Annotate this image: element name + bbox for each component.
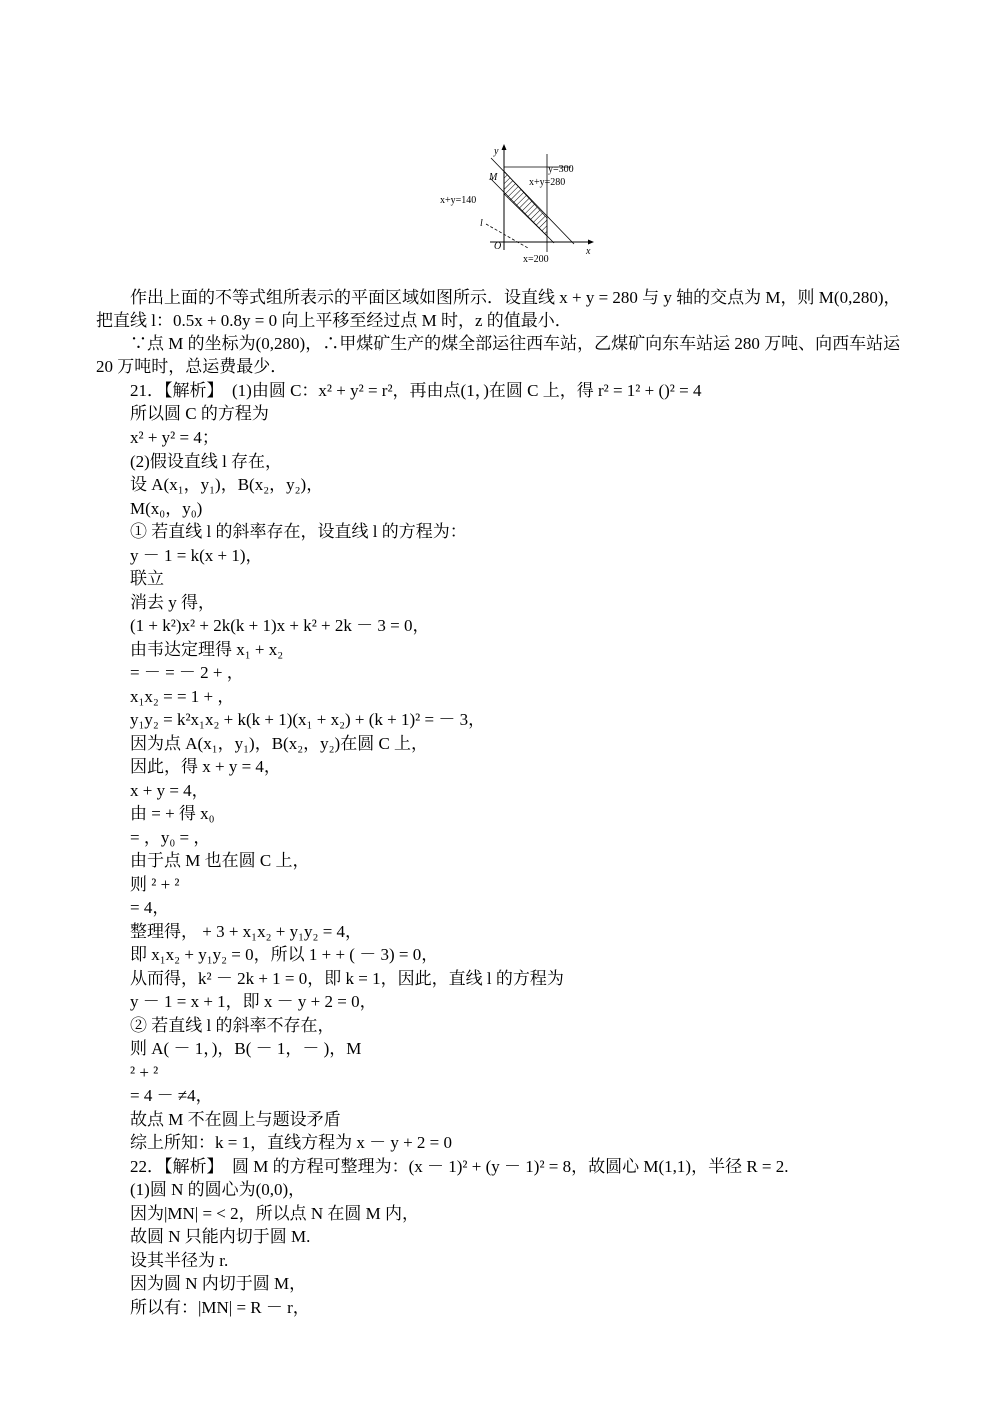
solution-line: (1)圆 N 的圆心为(0,0)， [130, 1180, 306, 1199]
solution-line: 所以有：|MN| = R － r， [130, 1298, 310, 1317]
y-axis-arrow [502, 144, 507, 150]
solution-line: x + y = 4， [130, 781, 209, 800]
label-line-l: l [480, 218, 483, 229]
solution-line: ① 若直线 l 的斜率存在，设直线 l 的方程为： [130, 522, 467, 541]
solution-line: x₁x₂ = = 1 + ， [130, 687, 235, 706]
solution-line: 因为圆 N 内切于圆 M， [130, 1274, 307, 1293]
solution-line: (2)假设直线 l 存在， [130, 452, 283, 471]
solution-line: = － = － 2 + ， [130, 663, 244, 682]
solution-line: x² + y² = 4； [130, 428, 219, 447]
solution-line: (1 + k²)x² + 2k(k + 1)x + k² + 2k － 3 = 0， [130, 616, 430, 635]
solution-line: y － 1 = k(x + 1)， [130, 546, 263, 565]
solution-line: = ，y₀ = ， [130, 828, 211, 847]
q22-header: 22．【解析】 圆 M 的方程可整理为：(x － 1)² + (y － 1)² = 8，故圆心 M(1,1)，半径 R = 2. [130, 1157, 789, 1176]
solution-line: 因为|MN| = < 2，所以点 N 在圆 M 内， [130, 1204, 420, 1223]
solution-line: 所以圆 C 的方程为 [130, 404, 269, 423]
solution-line: ² + ² [130, 1063, 159, 1082]
paragraph-conclusion-20: ∵点 M 的坐标为(0,280)，∴甲煤矿生产的煤全部运往西车站，乙煤矿向东车站运 280 万吨、向西车站运 20 万吨时，总运费最少． [96, 334, 901, 376]
solution-line: 由于点 M 也在圆 C 上， [130, 851, 310, 870]
solution-line: 设 A(x₁，y₁)，B(x₂，y₂)， [130, 475, 324, 494]
solution-line: M(x₀，y₀) [130, 499, 203, 518]
solution-line: 整理得， + 3 + x₁x₂ + y₁y₂ = 4， [130, 922, 363, 941]
solution-line: 综上所知：k = 1，直线方程为 x － y + 2 = 0 [130, 1133, 453, 1152]
label-origin: O [494, 241, 502, 252]
label-xy280: x+y=280 [529, 177, 566, 188]
solution-line: 设其半径为 r. [130, 1251, 229, 1270]
solution-line: 即 x₁x₂ + y₁y₂ = 0，所以 1 + + ( － 3) = 0， [130, 945, 439, 964]
solution-line: 由韦达定理得 x₁ + x₂ [130, 640, 284, 659]
x-axis-arrow [588, 240, 594, 245]
solution-line: 则 A( － 1，)，B( － 1，－ )，M [130, 1039, 362, 1058]
solution-line: ② 若直线 l 的斜率不存在， [130, 1016, 335, 1035]
solution-line: 因此，得 x + y = 4， [130, 757, 281, 776]
label-y-axis: y [494, 146, 499, 157]
label-x200: x=200 [523, 254, 549, 265]
solution-line: y － 1 = x + 1，即 x － y + 2 = 0， [130, 992, 377, 1011]
solution-line: 故圆 N 只能内切于圆 M. [130, 1227, 311, 1246]
solution-line: 则 ² + ² [130, 875, 180, 894]
line-l-dashed [486, 224, 528, 248]
label-y300: y=300 [548, 164, 574, 175]
label-x-axis: x [586, 246, 591, 257]
solution-line: 因为点 A(x₁，y₁)，B(x₂，y₂)在圆 C 上， [130, 734, 429, 753]
solution-line: = 4 － ≠4， [130, 1086, 213, 1105]
solution-line: 由 = + 得 x₀ [130, 804, 215, 823]
label-point-m: M [489, 172, 498, 183]
feasible-region-figure [436, 144, 596, 266]
solution-line: 从而得，k² － 2k + 1 = 0，即 k = 1，因此，直线 l 的方程为 [130, 969, 564, 988]
solution-line: 消去 y 得， [130, 593, 215, 612]
solution-line: 故点 M 不在圆上与题设矛盾 [130, 1110, 341, 1129]
label-xy140: x+y=140 [440, 195, 477, 206]
solution-line: y₁y₂ = k²x₁x₂ + k(k + 1)(x₁ + x₂) + (k + 1)² = － 3， [130, 710, 486, 729]
paragraph-region-description: 作出上面的不等式组所表示的平面区域如图所示．设直线 x + y = 280 与 y 轴的交点为 M，则 M(0,280)，把直线 l：0.5x + 0.8y = 0 向上平移至经过点 M 时，z 的值最小． [96, 288, 901, 330]
solution-line: 联立 [130, 569, 164, 588]
solution-line: = 4， [130, 898, 170, 917]
q21-header: 21．【解析】 (1)由圆 C：x² + y² = r²，再由点(1，)在圆 C 上，得 r² = 1² + ()² = 4 [130, 381, 702, 400]
